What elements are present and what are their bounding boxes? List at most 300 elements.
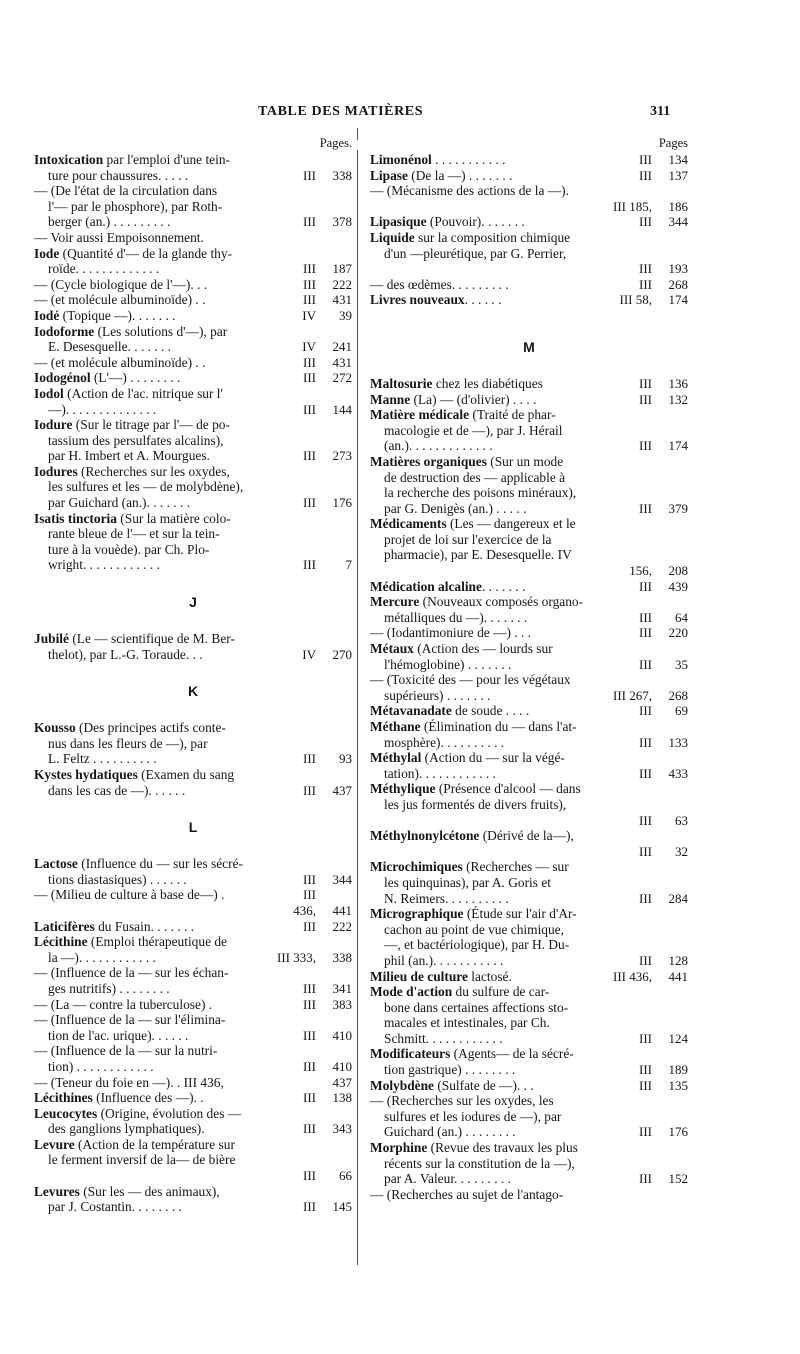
entry-description: de soude . . . .	[451, 703, 530, 719]
entry-text	[384, 246, 566, 262]
entry-description: pharmacie), par E. Desesquelle. IV	[384, 547, 572, 563]
index-line	[370, 813, 688, 829]
index-line	[34, 308, 352, 324]
page-number-ref: 222	[332, 918, 352, 934]
entry-keyword: Lécithine	[34, 934, 88, 950]
entry-text	[384, 922, 564, 938]
page-number-ref: 284	[668, 890, 688, 906]
entry-description: lactosé.	[467, 968, 512, 984]
index-line	[34, 1043, 352, 1059]
page-reference	[639, 376, 688, 392]
page-number-ref: 39	[339, 307, 352, 323]
page-reference	[613, 688, 688, 704]
entry-description: chez les diabétiques	[432, 375, 543, 391]
entry-description: — (Teneur du foie en —). . III 436,	[34, 1074, 224, 1090]
entry-text	[48, 751, 157, 767]
spacer	[370, 308, 688, 318]
page-reference	[303, 1121, 352, 1137]
column-divider	[357, 150, 358, 1265]
page-number-ref: 431	[332, 354, 352, 370]
index-line	[34, 464, 352, 480]
page-number: 311	[650, 104, 671, 119]
page-number-ref: 344	[668, 214, 688, 230]
page-reference	[639, 1124, 688, 1140]
entry-description: (Dérivé de la—),	[479, 828, 574, 844]
index-line	[34, 526, 352, 542]
index-line	[370, 485, 688, 501]
entry-text	[384, 1062, 515, 1078]
page-number-ref: 272	[332, 370, 352, 386]
index-line	[34, 557, 352, 573]
index-line	[34, 631, 352, 647]
entry-description: (Nouveaux composés organo-	[419, 594, 584, 610]
volume-number: 156,	[629, 563, 652, 579]
page-number-ref: 176	[668, 1124, 688, 1140]
entry-keyword: Kousso	[34, 720, 76, 736]
entry-text	[370, 984, 549, 1000]
entry-description: (Revue des travaux les plus	[427, 1140, 578, 1156]
index-line	[370, 1140, 688, 1156]
page-number-ref: 189	[668, 1062, 688, 1078]
index-line	[34, 1184, 352, 1200]
volume-number: III	[303, 354, 316, 370]
index-line	[34, 511, 352, 527]
page-reference	[639, 657, 688, 673]
entry-text	[34, 511, 231, 527]
page-number-ref: 439	[668, 578, 688, 594]
entry-description: (Sur la matière colo-	[116, 510, 231, 526]
index-line	[34, 261, 352, 277]
entry-description: la —). . . . . . . . . . . .	[48, 949, 156, 965]
entry-keyword: Iode	[34, 245, 60, 261]
index-line	[370, 579, 688, 595]
volume-number: III	[639, 843, 652, 859]
entry-text	[384, 735, 504, 751]
entry-text	[48, 1059, 154, 1075]
entry-description: supérieurs) . . . . . . .	[384, 687, 491, 703]
entry-text	[370, 214, 525, 230]
entry-text	[384, 1031, 503, 1047]
page-reference	[303, 919, 352, 935]
page-reference	[303, 214, 352, 230]
index-line	[34, 1137, 352, 1153]
entry-description: (Action du — sur la végé-	[421, 750, 565, 766]
entry-description: . . . . . . .	[481, 578, 526, 594]
volume-number: III	[303, 261, 316, 277]
entry-text	[384, 937, 569, 953]
entry-description: — (La — contre la tuberculose) .	[34, 996, 213, 1012]
index-line	[34, 1059, 352, 1075]
entry-keyword: Médication alcaline	[370, 578, 482, 594]
index-line	[370, 688, 688, 704]
entry-description: de destruction des — applicable à	[384, 469, 566, 485]
entry-keyword: Matière médicale	[370, 407, 470, 423]
index-line	[370, 969, 688, 985]
entry-description: le ferment inversif de la— de bière	[48, 1152, 236, 1168]
page-reference	[639, 392, 688, 408]
entry-text	[384, 797, 566, 813]
entry-text	[384, 423, 562, 439]
volume-number: III 436,	[613, 968, 652, 984]
page-number-ref: 343	[332, 1121, 352, 1137]
entry-text	[48, 542, 209, 558]
page-reference	[639, 214, 688, 230]
index-line	[370, 781, 688, 797]
entry-keyword: Levures	[34, 1183, 80, 1199]
entry-description: — (Recherches au sujet de l'antago-	[370, 1186, 564, 1202]
index-line	[34, 542, 352, 558]
page-number-ref: 176	[332, 495, 352, 511]
entry-text	[48, 736, 208, 752]
entry-keyword: Livres nouveaux	[370, 292, 465, 308]
page-reference	[639, 813, 688, 829]
entry-description: (Élimination du — dans l'at-	[420, 719, 577, 734]
index-line	[34, 647, 352, 663]
entry-text	[48, 647, 203, 663]
index-line	[370, 859, 688, 875]
entry-text	[34, 1012, 225, 1028]
entry-description: tation). . . . . . . . . . . .	[384, 765, 496, 781]
page-reference	[639, 891, 688, 907]
entry-description: par Guichard (an.). . . . . . .	[48, 495, 191, 511]
volume-number: III	[639, 609, 652, 625]
entry-text	[384, 501, 526, 517]
index-entries	[34, 152, 352, 1215]
entry-keyword: Lipasique	[370, 214, 427, 230]
entry-keyword: Métaux	[370, 641, 414, 657]
entry-text	[384, 1000, 568, 1016]
index-line	[370, 532, 688, 548]
entry-description: — des œdèmes. . . . . . . . .	[370, 276, 509, 292]
index-column-right	[370, 134, 688, 1202]
volume-number: III	[303, 1027, 316, 1043]
entry-text	[34, 997, 212, 1013]
index-line	[370, 844, 688, 860]
entry-text	[370, 781, 581, 797]
entry-text	[370, 152, 505, 168]
volume-number: III	[639, 625, 652, 641]
entry-keyword: Leucocytes	[34, 1105, 98, 1121]
index-line	[370, 922, 688, 938]
page-reference	[303, 277, 352, 293]
index-line	[370, 657, 688, 673]
index-line	[34, 402, 352, 418]
page-number-ref: 268	[668, 687, 688, 703]
page-number-ref: 220	[668, 625, 688, 641]
entry-keyword: Iodogénol	[34, 370, 91, 386]
entry-description: phil (an.). . . . . . . . . . .	[384, 952, 504, 968]
entry-text	[370, 594, 583, 610]
index-line	[370, 1124, 688, 1140]
entry-text	[384, 1109, 561, 1125]
entry-text	[48, 479, 243, 495]
volume-number: III	[303, 751, 316, 767]
entry-text	[48, 214, 170, 230]
entry-text	[48, 783, 185, 799]
page-reference	[639, 1062, 688, 1078]
entry-keyword: Molybdène	[370, 1077, 434, 1093]
entry-text	[370, 859, 569, 875]
index-line	[34, 997, 352, 1013]
entry-text	[370, 168, 512, 184]
index-line	[34, 1168, 352, 1184]
index-line	[370, 735, 688, 751]
page-reference	[303, 402, 352, 418]
volume-number: III	[303, 370, 316, 386]
entry-text	[370, 1093, 554, 1109]
entry-keyword: Modificateurs	[370, 1046, 451, 1062]
entry-text	[34, 720, 226, 736]
page-reference	[302, 339, 352, 355]
index-line	[370, 392, 688, 408]
index-column-left	[34, 134, 352, 1215]
running-title: TABLE DES MATIÈRES	[258, 104, 424, 119]
entry-description: — (Influence de la — sur l'élimina-	[34, 1012, 226, 1028]
entry-text	[370, 516, 576, 532]
entry-description: ture pour chaussures. . . . .	[48, 167, 189, 183]
index-line	[370, 423, 688, 439]
volume-number: III 333,	[277, 949, 316, 965]
page-reference	[639, 277, 688, 293]
entry-description: tassium des persulfates alcalins),	[48, 432, 224, 448]
entry-text	[48, 872, 187, 888]
page-number-ref: 136	[668, 375, 688, 391]
entry-text	[370, 828, 574, 844]
entry-description: (Action des — lourds sur	[413, 641, 553, 657]
page-number-ref: 222	[332, 276, 352, 292]
index-line	[34, 981, 352, 997]
volume-number: III	[639, 214, 652, 230]
entry-description: du Fusain. . . . . . .	[94, 918, 195, 934]
entry-text	[34, 767, 234, 783]
index-line	[34, 433, 352, 449]
volume-number: III	[303, 1168, 316, 1184]
entry-text	[34, 183, 217, 199]
entry-description: des ganglions lymphatiques).	[48, 1121, 205, 1137]
entry-description: projet de loi sur l'exercice de la	[384, 531, 552, 547]
entry-description: sur la composition chimique	[414, 229, 571, 245]
entry-text	[48, 261, 159, 277]
index-line	[370, 1093, 688, 1109]
volume-number: III	[303, 871, 316, 887]
page-reference	[302, 308, 352, 324]
entry-description: (Sur un mode	[486, 453, 564, 469]
index-line	[34, 199, 352, 215]
entry-text	[370, 703, 529, 719]
entry-description: — (Influence de la — sur les échan-	[34, 965, 229, 981]
page-reference	[613, 199, 688, 215]
page-number-ref: 338	[332, 949, 352, 965]
entry-keyword: Laticifères	[34, 918, 95, 934]
entry-description: thelot), par L.-G. Toraude. . .	[48, 646, 203, 662]
entry-text	[34, 417, 230, 433]
entry-text	[34, 1075, 224, 1091]
index-line	[370, 984, 688, 1000]
page-reference	[303, 448, 352, 464]
page-reference	[303, 261, 352, 277]
section-letter: L	[188, 819, 198, 836]
entry-keyword: Iodures	[34, 463, 78, 479]
volume-number: III	[639, 1030, 652, 1046]
page-reference	[303, 168, 352, 184]
index-line	[34, 495, 352, 511]
volume-number: III	[639, 1077, 652, 1093]
index-line	[370, 625, 688, 641]
index-line	[34, 339, 352, 355]
entry-keyword: Méthylal	[370, 750, 422, 766]
entry-description: (Action de la température sur	[74, 1136, 235, 1152]
page-reference	[639, 261, 688, 277]
entry-text	[384, 1124, 516, 1140]
volume-number: III	[303, 448, 316, 464]
page-number-ref: 338	[332, 167, 352, 183]
page-reference	[303, 495, 352, 511]
pages-heading: Pages	[658, 136, 688, 150]
page-reference	[293, 903, 352, 919]
index-line	[370, 199, 688, 215]
entry-text	[34, 292, 205, 308]
page-reference	[303, 1199, 352, 1215]
entry-keyword: Intoxication	[34, 152, 104, 167]
entry-text	[34, 887, 224, 903]
entry-keyword: Microchimiques	[370, 859, 463, 875]
page-reference	[303, 355, 352, 371]
entry-description: cachon au point de vue chimique,	[384, 921, 564, 937]
index-line	[34, 292, 352, 308]
page-reference	[639, 501, 688, 517]
index-line	[34, 183, 352, 199]
entry-description: — (et molécule albuminoïde) . .	[34, 292, 206, 308]
entry-text	[384, 875, 551, 891]
volume-number: III	[303, 887, 316, 903]
index-line	[370, 214, 688, 230]
entry-description: rante bleue de l'— et sur la tein-	[48, 526, 220, 542]
entry-description: (Le — scientifique de M. Ber-	[68, 631, 235, 647]
page-number-ref: 187	[332, 261, 352, 277]
page-reference	[303, 1059, 352, 1075]
entry-description: nus dans les fleurs de —), par	[48, 735, 208, 751]
index-line	[370, 1156, 688, 1172]
entry-description: dans les cas de —). . . . . .	[48, 782, 186, 798]
volume-number: IV	[302, 339, 316, 355]
page-reference	[639, 438, 688, 454]
volume-number: III	[639, 734, 652, 750]
entry-text	[34, 464, 230, 480]
index-line	[34, 230, 352, 246]
entry-keyword: Iodoforme	[34, 323, 95, 339]
index-line	[370, 719, 688, 735]
volume-number: III	[303, 996, 316, 1012]
entry-description: (Présence d'alcool — dans	[435, 781, 581, 797]
index-line	[370, 703, 688, 719]
entry-description: (Sulfate de —). . .	[433, 1077, 534, 1093]
entry-description: berger (an.) . . . . . . . . .	[48, 214, 171, 230]
entry-description: les jus formentés de divers fruits),	[384, 796, 567, 812]
page-reference	[629, 563, 688, 579]
entry-text	[34, 919, 194, 935]
index-line	[370, 183, 688, 199]
index-line	[34, 783, 352, 799]
page-number-ref: 145	[332, 1199, 352, 1215]
page-reference	[277, 950, 352, 966]
entry-description: tions diastasiques) . . . . . .	[48, 871, 187, 887]
index-line	[34, 950, 352, 966]
entry-text	[34, 1090, 204, 1106]
entry-description: (Topique —). . . . . . .	[59, 307, 176, 323]
volume-number: III	[639, 438, 652, 454]
entry-text	[384, 953, 503, 969]
page-number-ref: 410	[332, 1058, 352, 1074]
entry-text	[48, 199, 222, 215]
index-line	[34, 736, 352, 752]
page-number-ref: 132	[668, 391, 688, 407]
entry-text	[48, 402, 156, 418]
entry-keyword: Maltosurie	[370, 375, 433, 391]
entry-text	[48, 1028, 188, 1044]
entry-text	[34, 1184, 220, 1200]
index-line	[370, 875, 688, 891]
entry-keyword: Limonénol	[370, 152, 432, 167]
index-line	[370, 501, 688, 517]
entry-description: . . . . . . . . . . .	[431, 152, 506, 167]
index-line	[370, 594, 688, 610]
entry-description: par l'emploi d'une tein-	[103, 152, 230, 167]
index-line	[370, 672, 688, 688]
entry-text	[34, 1106, 241, 1122]
index-line	[34, 1121, 352, 1137]
page-number-ref: 186	[668, 198, 688, 214]
volume-number: III	[639, 765, 652, 781]
entry-text	[48, 557, 160, 573]
index-line	[370, 246, 688, 262]
entry-description: N. Reimers. . . . . . . . . .	[384, 890, 509, 906]
entry-text	[48, 448, 210, 464]
page-reference	[639, 703, 688, 719]
page-number-ref: 124	[668, 1030, 688, 1046]
entry-text	[370, 1140, 578, 1156]
entry-description: Guichard (an.) . . . . . . . .	[384, 1124, 516, 1140]
page-reference	[639, 610, 688, 626]
entry-description: —, et bactériologique), par H. Du-	[384, 937, 570, 953]
entry-description: — Voir aussi Empoisonnement.	[34, 229, 204, 245]
volume-number: III	[639, 703, 652, 719]
entry-description: — (Influence de la — sur la nutri-	[34, 1043, 218, 1059]
volume-number: III	[639, 952, 652, 968]
index-line	[370, 1031, 688, 1047]
entry-text	[370, 641, 553, 657]
entry-description: (Sur le titrage par l'— de po-	[72, 417, 230, 433]
entry-description: (Influence du — sur les sécré-	[77, 856, 243, 872]
entry-description: Schmitt. . . . . . . . . . . .	[384, 1030, 503, 1046]
entry-keyword: Liquide	[370, 229, 415, 245]
entry-description: roïde. . . . . . . . . . . . .	[48, 261, 160, 277]
page-reference	[639, 625, 688, 641]
entry-text	[48, 339, 171, 355]
entry-keyword: Lécithines	[34, 1090, 93, 1106]
index-line	[370, 547, 688, 563]
page-reference	[302, 647, 352, 663]
volume-number: III	[303, 495, 316, 511]
page-number-ref: 137	[668, 167, 688, 183]
entry-text	[384, 766, 496, 782]
index-line	[370, 797, 688, 813]
page-number-ref: 135	[668, 1077, 688, 1093]
index-line	[34, 355, 352, 371]
page-reference	[303, 1028, 352, 1044]
volume-number: III	[639, 812, 652, 828]
page-number-ref: 174	[668, 292, 688, 308]
entry-text	[384, 470, 565, 486]
